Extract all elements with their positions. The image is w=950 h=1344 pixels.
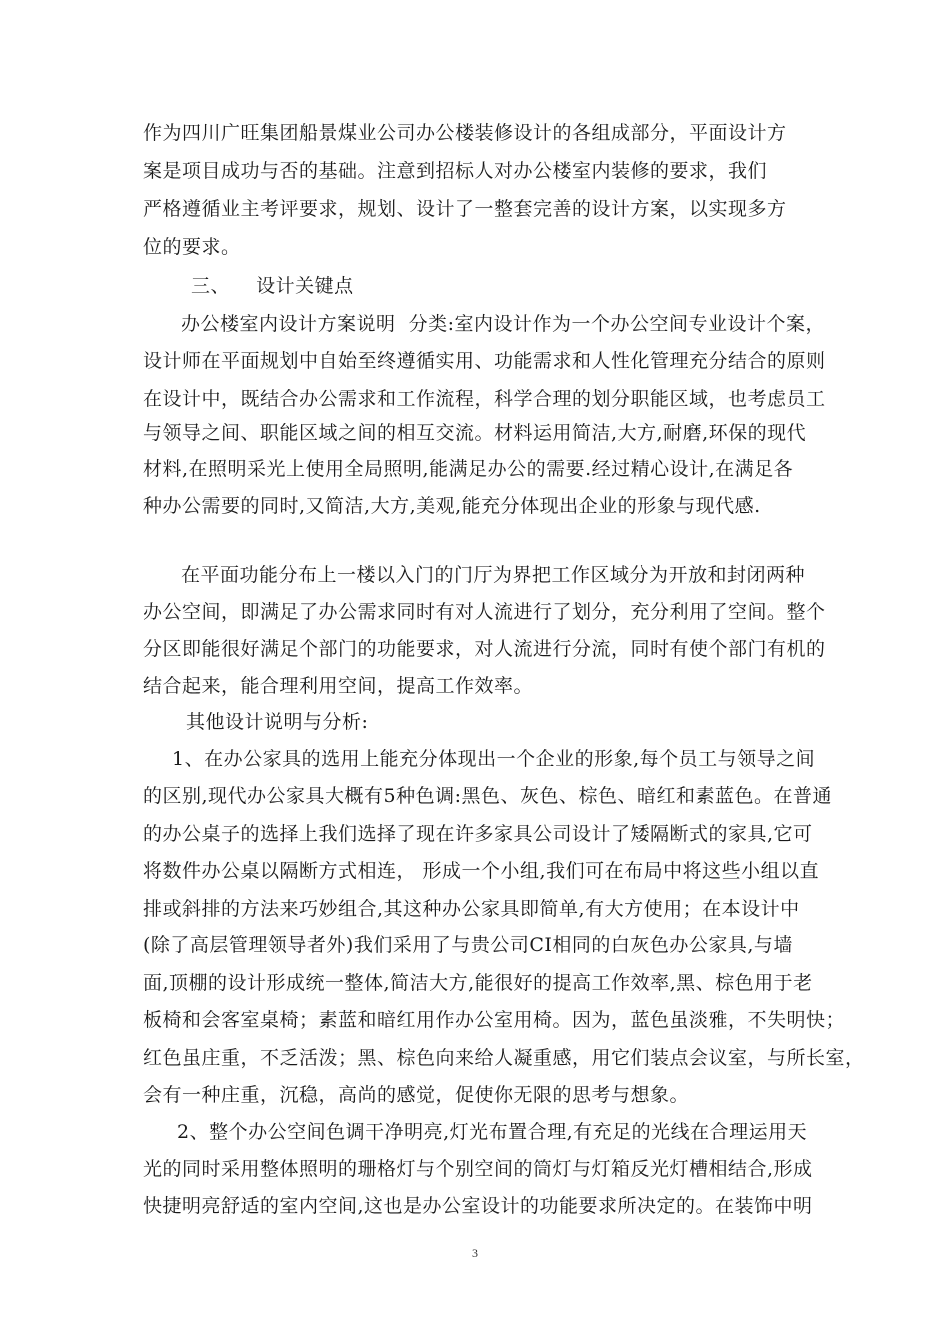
paragraph-line: 分区即能很好满足个部门的功能要求，对人流进行分流，同时有使个部门有机的 <box>143 638 826 660</box>
paragraph-line: 案是项目成功与否的基础。注意到招标人对办公楼室内装修的要求，我们 <box>143 160 768 182</box>
paragraph-line: 设计师在平面规划中自始至终遵循实用、功能需求和人性化管理充分结合的原则 <box>143 350 826 372</box>
subsection-heading: 其他设计说明与分析: <box>186 711 369 733</box>
page-number: 3 <box>472 1246 478 1260</box>
paragraph-line: 2、整个办公空间色调干净明亮,灯光布置合理,有充足的光线在合理运用天 <box>177 1121 808 1143</box>
paragraph-line: 办公空间，即满足了办公需求同时有对人流进行了划分，充分利用了空间。整个 <box>143 601 826 623</box>
paragraph-line: (除了高层管理领导者外)我们采用了与贵公司CI相同的白灰色办公家具,与墙 <box>143 934 793 956</box>
paragraph-line: 板椅和会客室桌椅；素蓝和暗红用作办公室用椅。因为，蓝色虽淡雅，不失明快； <box>143 1009 846 1031</box>
paragraph-line: 材料,在照明采光上使用全局照明,能满足办公的需要.经过精心设计,在满足各 <box>143 458 794 480</box>
paragraph-line: 排或斜排的方法来巧妙组合,其这种办公家具即简单,有大方使用；在本设计中 <box>143 898 800 920</box>
paragraph-line: 将数件办公桌以隔断方式相连， 形成一个小组,我们可在布局中将这些小组以直 <box>143 860 820 882</box>
paragraph-line: 种办公需要的同时,又简洁,大方,美观,能充分体现出企业的形象与现代感. <box>143 495 761 517</box>
paragraph-line: 1、在办公家具的选用上能充分体现出一个企业的形象,每个员工与领导之间 <box>172 748 816 770</box>
paragraph-line: 在设计中，既结合办公需求和工作流程，科学合理的划分职能区域，也考虑员工 <box>143 388 826 410</box>
paragraph-line: 办公楼室内设计方案说明 分类:室内设计作为一个办公空间专业设计个案， <box>181 313 825 335</box>
paragraph-line: 结合起来，能合理利用空间，提高工作效率。 <box>143 675 534 697</box>
paragraph-line: 快捷明亮舒适的室内空间,这也是办公室设计的功能要求所决定的。在装饰中明 <box>143 1195 813 1217</box>
paragraph-line: 光的同时采用整体照明的珊格灯与个别空间的筒灯与灯箱反光灯槽相结合,形成 <box>143 1158 813 1180</box>
paragraph-line: 作为四川广旺集团船景煤业公司办公楼装修设计的各组成部分，平面设计方 <box>143 122 787 144</box>
paragraph-line: 面,顶棚的设计形成统一整体,简洁大方,能很好的提高工作效率,黑、棕色用于老 <box>143 972 813 994</box>
section-heading: 三、 设计关键点 <box>191 275 354 297</box>
paragraph-line: 的区别,现代办公家具大概有5种色调:黑色、灰色、棕色、暗红和素蓝色。在普通 <box>143 785 833 807</box>
paragraph-line: 的办公桌子的选择上我们选择了现在许多家具公司设计了矮隔断式的家具,它可 <box>143 823 813 845</box>
paragraph-line: 位的要求。 <box>143 236 241 258</box>
paragraph-line: 与领导之间、职能区域之间的相互交流。材料运用简洁,大方,耐磨,环保的现代 <box>143 422 807 444</box>
paragraph-line: 红色虽庄重，不乏活泼；黑、棕色向来给人凝重感，用它们装点会议室，与所长室， <box>143 1047 865 1069</box>
paragraph-line: 在平面功能分布上一楼以入门的门厅为界把工作区域分为开放和封闭两种 <box>181 564 806 586</box>
paragraph-line: 会有一种庄重，沉稳，高尚的感觉，促使你无限的思考与想象。 <box>143 1084 690 1106</box>
paragraph-line: 严格遵循业主考评要求，规划、设计了一整套完善的设计方案，以实现多方 <box>143 198 787 220</box>
